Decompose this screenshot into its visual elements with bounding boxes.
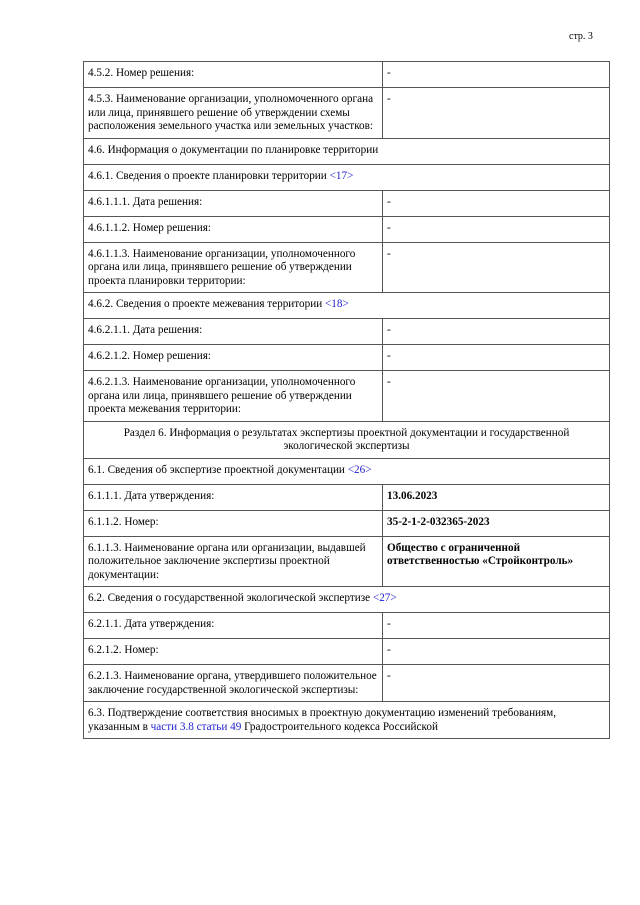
table-row: [84, 293, 610, 319]
table-row: [84, 319, 610, 345]
row-label: 4.6.2.1.2. Номер решения:: [84, 345, 383, 371]
table-row: [84, 88, 610, 139]
row-value: 13.06.2023: [383, 484, 610, 510]
heading-text: 6.1. Сведения об экспертизе проектной документации: [88, 463, 345, 476]
row-label: 4.6.2.1.3. Наименование организации, уполномоченного органа или лица, принявшего решение об утверждении проекта межевания территории:: [84, 371, 383, 422]
row-label: 6.1.1.2. Номер:: [84, 510, 383, 536]
row-label: 4.6.2.1.1. Дата решения:: [84, 319, 383, 345]
row-label: 4.5.2. Номер решения:: [84, 62, 383, 88]
row-value: -: [383, 613, 610, 639]
table-row: [84, 458, 610, 484]
section-title: Раздел 6. Информация о результатах экспертизы проектной документации и государственной экологической экспертизы: [84, 421, 610, 458]
footnote-ref-link[interactable]: <18>: [325, 298, 349, 310]
table-row: [84, 371, 610, 422]
row-value: -: [383, 639, 610, 665]
law-reference-link[interactable]: части 3.8 статьи 49: [150, 720, 242, 733]
row-label: 4.5.3. Наименование организации, уполномоченного органа или лица, принявшего решение об утверждении схемы расположения земельного участка или земельных участков:: [84, 88, 383, 139]
section-heading: [84, 702, 610, 739]
table-row: [84, 62, 610, 88]
footnote-ref-link[interactable]: <17>: [329, 169, 354, 182]
section-heading: [84, 293, 610, 319]
row-value: 35-2-1-2-032365-2023: [383, 510, 610, 536]
footnote-ref-link[interactable]: <27>: [372, 592, 397, 604]
row-value: -: [383, 216, 610, 242]
row-value: -: [383, 665, 610, 702]
heading-text: 6.2. Сведения о государственной экологической экспертизе: [88, 592, 371, 604]
table-row: [84, 536, 610, 587]
row-label: 6.2.1.3. Наименование органа, утвердившего положительное заключение государственной экологической экспертизы:: [84, 665, 383, 702]
table-row: [84, 510, 610, 536]
table-row: [84, 665, 610, 702]
table-row: [84, 587, 610, 613]
row-value: -: [383, 319, 610, 345]
page-number: стр. 3: [569, 31, 593, 42]
footnote-ref-link[interactable]: <26>: [347, 463, 372, 476]
table-row: [84, 484, 610, 510]
row-value: -: [383, 190, 610, 216]
row-value: -: [383, 62, 610, 88]
row-label: 4.6.1.1.1. Дата решения:: [84, 190, 383, 216]
row-value: Общество с ограниченной ответственностью «Стройконтроль»: [383, 536, 610, 587]
table-row: [84, 345, 610, 371]
heading-text: 4.6. Информация о документации по планировке территории: [88, 143, 379, 156]
table-row: [84, 702, 610, 739]
table-row: [84, 613, 610, 639]
row-label: 6.2.1.2. Номер:: [84, 639, 383, 665]
section-heading: [84, 458, 610, 484]
last-row-text-after: Градостроительного кодекса Российской: [244, 720, 438, 733]
table-row: [84, 639, 610, 665]
row-label: 6.1.1.1. Дата утверждения:: [84, 484, 383, 510]
table-row: [84, 164, 610, 190]
table-row: [84, 190, 610, 216]
table-row: [84, 421, 610, 458]
row-label: 6.1.1.3. Наименование органа или организации, выдавшей положительное заключение экспертизы проектной документации:: [84, 536, 383, 587]
section-heading: [84, 587, 610, 613]
row-label: 4.6.1.1.3. Наименование организации, уполномоченного органа или лица, принявшего решение об утверждении проекта планировки территории:: [84, 242, 383, 293]
row-value: -: [383, 88, 610, 139]
table-row: [84, 216, 610, 242]
row-value: -: [383, 242, 610, 293]
table-row: [84, 242, 610, 293]
section-heading: [84, 164, 610, 190]
section-heading: [84, 138, 610, 164]
row-label: 4.6.1.1.2. Номер решения:: [84, 216, 383, 242]
row-value: -: [383, 345, 610, 371]
row-label: 6.2.1.1. Дата утверждения:: [84, 613, 383, 639]
row-value: -: [383, 371, 610, 422]
heading-text: 4.6.1. Сведения о проекте планировки территории: [88, 169, 327, 182]
permit-form-table: [83, 61, 610, 739]
table-row: [84, 138, 610, 164]
heading-text: 4.6.2. Сведения о проекте межевания территории: [88, 298, 323, 310]
last-row-text: 6.3. Подтверждение соответствия вносимых в проектную документацию изменений требованиям, указанным в: [88, 707, 557, 733]
